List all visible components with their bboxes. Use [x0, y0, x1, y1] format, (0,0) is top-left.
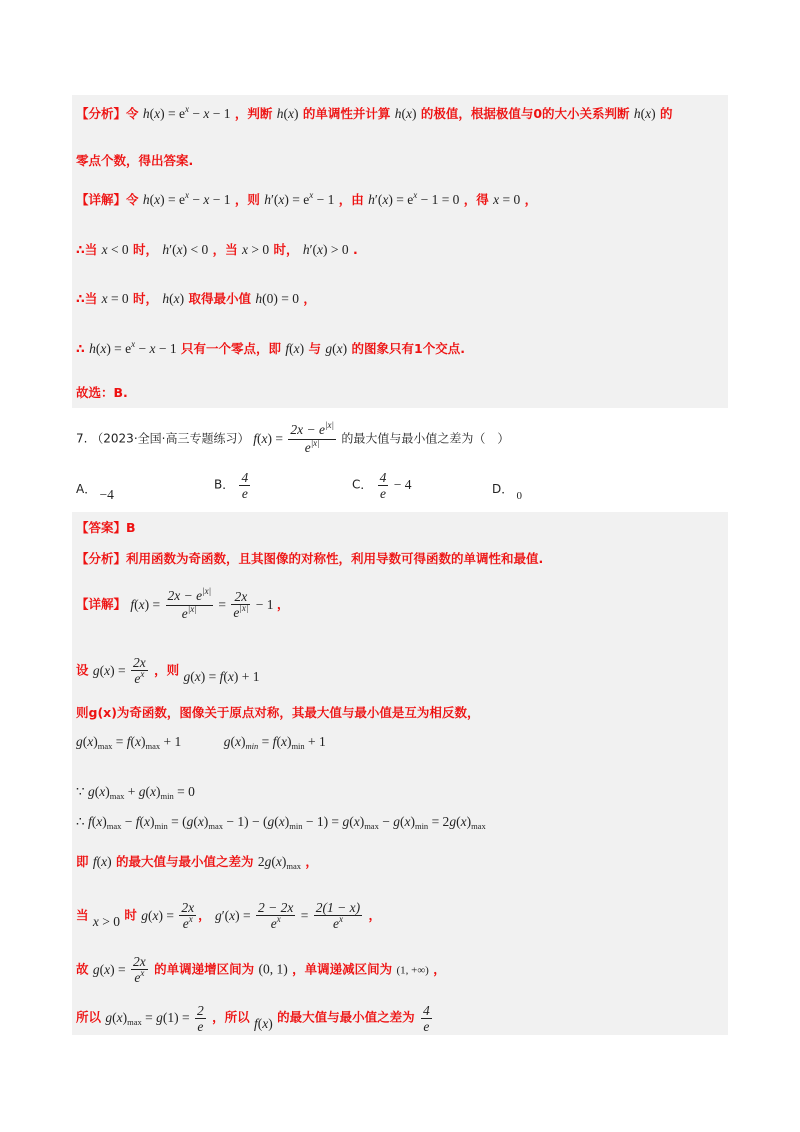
detail-line-3: ∴当 x = 0 时， h(x) 取得最小值 h(0) = 0 ， [76, 291, 316, 306]
detail-2-line-1: 【详解】 f(x) = $\frac{2x - e^{|x|}}{e^{|x|}}$ = $\frac{2x}{e^{|x|}}$ − 1 ， [76, 586, 290, 621]
math-h-def: $h(x) = e^x - x - 1$ [142, 104, 231, 121]
difference-line: ∴ $f(x)_{max} - f(x)_{min} = (g(x)_{max} - 1) - (g(x)_{min} - 1) = g(x)_{max} - g(x)_{min} = 2g(x)_{max}$ [76, 814, 486, 831]
option-d[interactable]: D． $_0$ [492, 482, 522, 502]
monotonic-line: 故 g(x) = $\frac{2x}{e^x}$ 的单调递增区间为 (0, 1) ，单调递减区间为 (1, +∞) ， [76, 954, 446, 985]
max-min-relation: $g(x)_{max} = f(x)_{max} + 1$ $g(x)_{min} = f(x)_{min} + 1$ [76, 734, 326, 751]
option-a[interactable]: A． −4 [76, 482, 114, 502]
question-stem: 的最大值与最小值之差为（ ） [341, 431, 510, 446]
question-7: 7. （2023·全国·高三专题练习） f(x) = $\frac{2x - e^{|x|}}{e^{|x|}}$ 的最大值与最小值之差为（ ） [76, 420, 510, 455]
question-number: 7. [76, 431, 88, 446]
analysis-label: 【分析】令 [76, 106, 139, 121]
analysis-2: 【分析】利用函数为奇函数，且其图像的对称性，利用导数可得函数的单调性和最值. [76, 551, 544, 566]
option-c[interactable]: C． $\frac{4}{e}$ − 4 [352, 470, 412, 501]
final-line: 所以 $g(x)_{max} = g(1)$ = $\frac{2}{e}$ ，所以 f(x) 的最大值与最小值之差为 $\frac{4}{e}$ [76, 1003, 430, 1034]
odd-function-line: 则g(x)为奇函数，图像关于原点对称，其最大值与最小值是互为相反数， [76, 705, 480, 720]
let-g-line: 设 g(x) = $\frac{2x}{e^x}$ ，则 g(x) = f(x) + 1 [76, 655, 260, 686]
answer-label: 【答案】B [76, 520, 136, 535]
diff-conclusion-line: 即 f(x) 的最大值与最小值之差为 $2g(x)_{max}$ ， [76, 854, 318, 871]
sum-zero-line: ∵ $g(x)_{max} + g(x)_{min} = 0$ [76, 784, 195, 801]
question-source: （2023·全国·高三专题练习） [91, 431, 250, 446]
analysis-line-2: 零点个数，得出答案. [76, 153, 194, 168]
detail-line-2: ∴当 x < 0 时， h′(x) < 0 ，当 x > 0 时， h′(x) > 0 . [76, 242, 358, 257]
choose-answer: 故选：B. [76, 385, 128, 400]
option-b[interactable]: B． $\frac{4}{e}$ [214, 470, 249, 501]
analysis-line-1: 【分析】令 $h(x) = e^x - x - 1$ ，判断 h(x) 的单调性并计算 h(x) 的极值，根据极值与0的大小关系判断 h(x) 的 [76, 104, 673, 121]
detail-line-1: 【详解】令 $h(x) = e^x - x - 1$ ，则 $h'(x) = e^x - 1$ ，由 $h'(x) = e^x - 1 = 0$ ，得 x = 0 ， [76, 190, 538, 207]
detail-line-4: ∴ $h(x) = e^x - x - 1$ 只有一个零点，即 f(x) 与 g(x) 的图象只有1个交点. [76, 339, 465, 356]
derivative-line: 当 x > 0 时 g(x) = $\frac{2x}{e^x}$ ， g′(x) = $\frac{2 - 2x}{e^x}$ = $\frac{2(1 - x)}{e^x}$ ， [76, 900, 381, 931]
